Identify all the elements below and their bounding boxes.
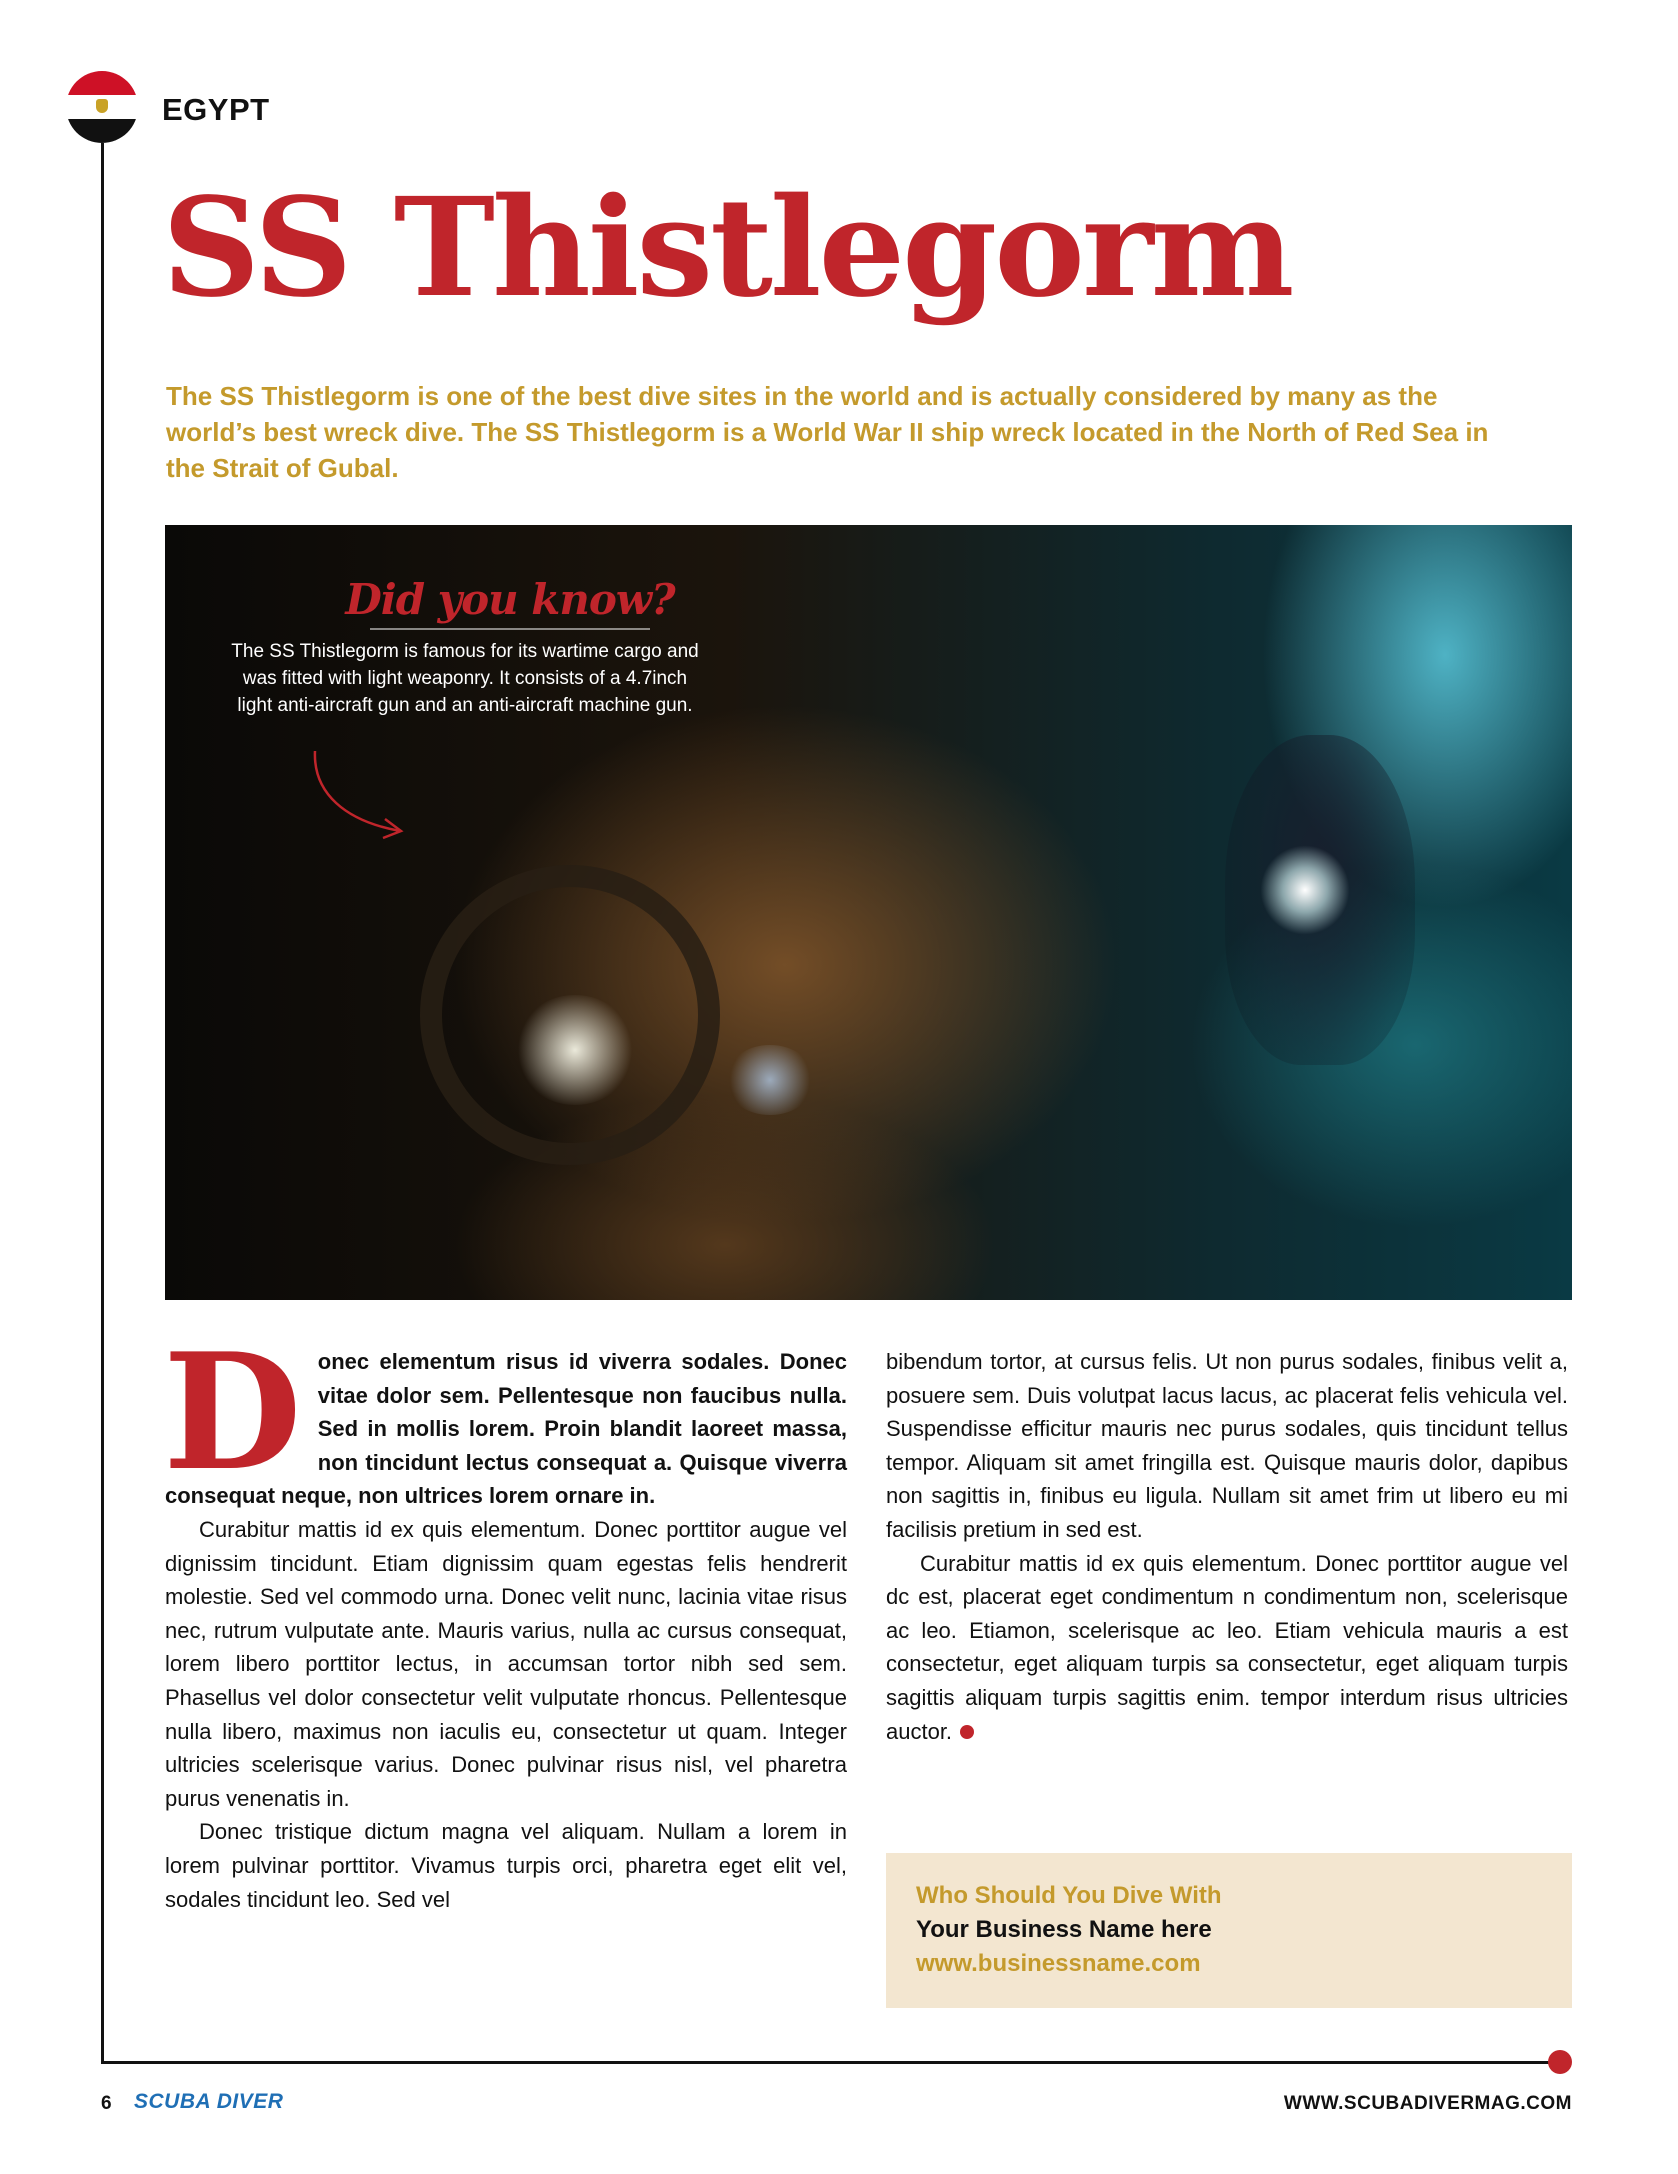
motorcycle-wheel (420, 865, 720, 1165)
wreck-photo (165, 525, 1572, 1300)
did-you-know-heading: Did you know? (345, 575, 675, 624)
magazine-logo: SCUBA DIVER (134, 2090, 284, 2113)
magazine-website: WWW.SCUBADIVERMAG.COM (1283, 2093, 1572, 2114)
article-paragraph: Curabitur mattis id ex quis elementum. Donec porttitor augue vel dignissim tincidunt. Etiam dignissim quam egestas felis hendrerit molestie. Sed vel commodo urna. Donec velit nunc, lacinia vitae risus nec, rutrum vulputate ante. Mauris varius, nulla ac cursus consequat, lorem libero porttitor lectus, in accumsan tortor nibh sed sem. Phasellus vel dolor consectetur velit vulputate rhoncus. Pellentesque nulla libero, maximus non iaculis eu, consectetur ut quam. Integer ultricies scelerisque varius. Donec pulvinar risus nisl, vel pharetra purus venenatis in. (165, 1516, 847, 1811)
page-rule-horizontal (101, 2061, 1558, 2064)
egypt-flag-icon (66, 71, 138, 143)
eagle-emblem-icon (96, 99, 108, 113)
did-you-know-text: The SS Thistlegorm is famous for its wartime cargo and was fitted with light weaponry. It consists of a 4.7inch light anti-aircraft gun and an anti-aircraft machine gun. (231, 641, 699, 716)
wreck-light-spot (725, 1045, 815, 1115)
article-column-right (886, 1345, 1568, 1748)
dive-torch-light (1260, 845, 1350, 935)
article-paragraph (886, 1547, 1568, 1749)
rule-end-dot (1548, 2050, 1572, 2074)
section-label: EGYPT (162, 92, 270, 127)
end-mark-icon (960, 1725, 974, 1739)
article-intro: onec elementum risus id viverra sodales. Donec vitae dolor sem. Pellentesque non faucibus nulla. Sed in mollis lorem. Proin blandit laoreet massa, non tincidunt lectus consequat a. Quisque viverra consequat neque, non ultrices lorem ornare in. (165, 1349, 847, 1509)
page-rule-vertical (101, 143, 104, 2064)
business-url-link[interactable]: www.businessname.com (916, 1950, 1201, 1977)
dive-operator-heading: Who Should You Dive With (916, 1882, 1222, 1909)
flag-red-band (66, 71, 138, 95)
article-paragraph: bibendum tortor, at cursus felis. Ut non purus sodales, finibus velit a, posuere sem. Duis volutpat lacus lacus, ac placerat felis vehicula vel. Suspendisse efficitur mauris nec purus sodales, quis tincidunt tellus tempor. Aliquam sit amet fringilla est. Quisque mauris dolor, dapibus non sagittis in, finibus eu ligula. Nullam sit amet frim ut libero eu mi facilisis pretium in sed est. (886, 1349, 1568, 1542)
flag-black-band (66, 119, 138, 143)
article-column-left (163, 1318, 847, 1916)
article-paragraph: Donec tristique dictum magna vel aliquam. Nullam a lorem in lorem pulvinar porttitor. Vivamus turpis orci, pharetra eget elit vel, sodales tincidunt leo. Sed vel (165, 1819, 847, 1912)
article-title: SS Thistlegorm (162, 168, 1292, 328)
dive-operator-box (886, 1853, 1572, 2008)
curved-arrow-icon (305, 743, 415, 843)
page-number: 6 (101, 2093, 112, 2114)
article-paragraph-text: Curabitur mattis id ex quis elementum. Donec porttitor augue vel dc est, placerat eget condimentum n condimentum non, scelerisque ac leo. Etiamon, scelerisque ac leo. Etiam vehicula mauris a est consectetur, eget aliquam turpis sa consectetur, eget aliquam turpis sagittis aliquam turpis sagittis enim. tempor interdum risus ultricies auctor. (886, 1550, 1568, 1744)
business-name: Your Business Name here (916, 1916, 1212, 1943)
drop-cap: D (163, 1318, 302, 1506)
article-lede: The SS Thistlegorm is one of the best dive sites in the world and is actually considered by many as the world’s best wreck dive. The SS Thistlegorm is a World War II ship wreck located in the North of Red Sea in the Strait of Gubal. (166, 381, 1489, 483)
did-you-know-rule (370, 628, 650, 630)
